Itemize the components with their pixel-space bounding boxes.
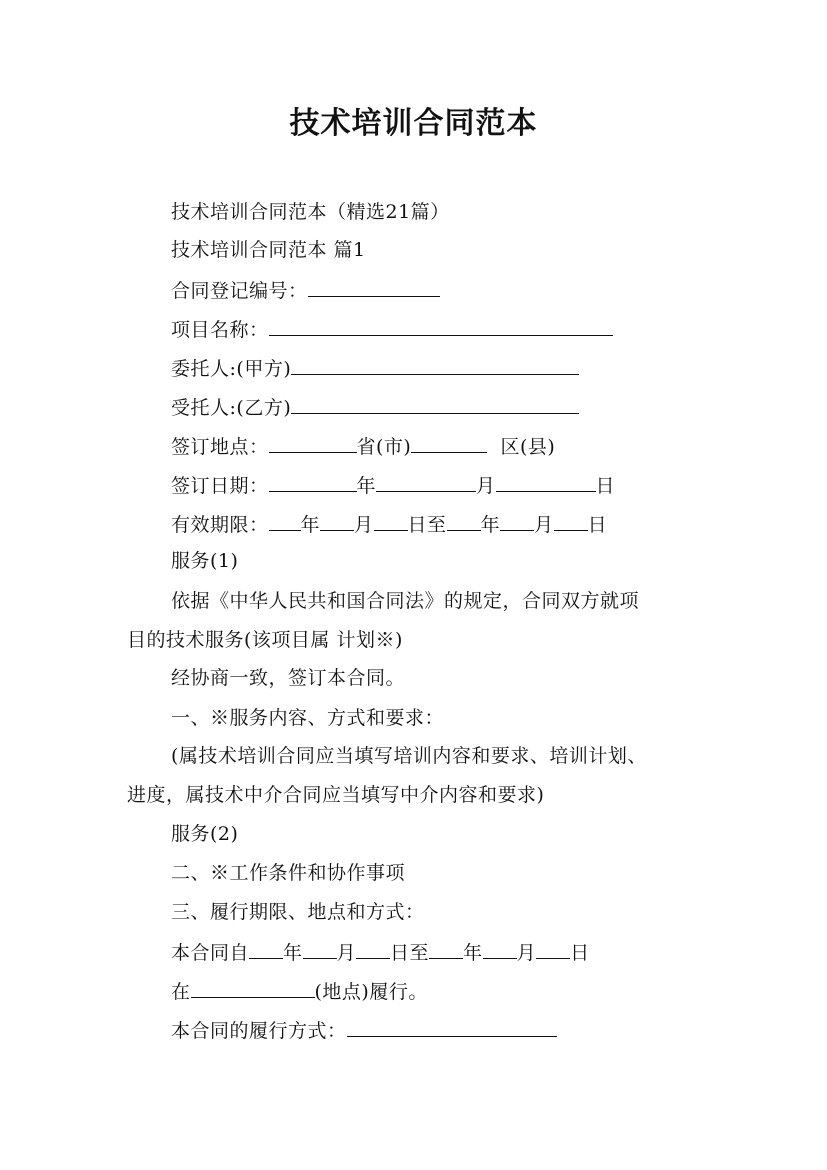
- sign-day-blank: [496, 471, 596, 492]
- district-blank: [411, 432, 487, 453]
- paragraph-line: 进度，属技术中介合同应当填写中介内容和要求): [127, 784, 545, 806]
- signing-place-line: 签订地点： 省(市) 区(县): [127, 432, 771, 460]
- clause-heading-2: 二、※工作条件和协作事项: [171, 862, 406, 884]
- place-blank: [191, 977, 315, 998]
- section-heading: 技术培训合同范本 篇1: [171, 239, 366, 261]
- place-line: 在 (地点)履行。: [127, 977, 771, 1005]
- project-name-line: 项目名称：: [127, 315, 771, 343]
- sign-year-blank: [269, 471, 357, 492]
- document-title: 技术培训合同范本: [289, 106, 538, 141]
- signing-date-line: 签订日期： 年 月 日: [127, 471, 771, 499]
- paragraph-line: (属技术培训合同应当填写培训内容和要求、培训计划、: [171, 745, 647, 767]
- client-line: 委托人:(甲方): [127, 354, 771, 382]
- service-heading-1: 服务(1): [171, 550, 239, 572]
- province-blank: [269, 432, 357, 453]
- method-line: 本合同的履行方式：: [127, 1016, 771, 1044]
- service-heading-2: 服务(2): [171, 823, 239, 845]
- registration-number-blank: [308, 276, 440, 297]
- project-name-blank: [269, 315, 613, 336]
- trustee-line: 受托人:(乙方): [127, 393, 771, 421]
- trustee-blank: [291, 393, 579, 414]
- paragraph-line: 目的技术服务(该项目属 计划※): [127, 629, 403, 651]
- term-line: 本合同自 年 月 日至 年 月 日: [127, 938, 771, 966]
- registration-number-line: 合同登记编号：: [127, 276, 771, 304]
- clause-heading-3: 三、履行期限、地点和方式：: [171, 901, 425, 923]
- paragraph-line: 依据《中华人民共和国合同法》的规定，合同双方就项: [171, 590, 640, 612]
- method-blank: [347, 1016, 557, 1037]
- clause-heading-1: 一、※服务内容、方式和要求：: [171, 707, 445, 729]
- client-blank: [291, 354, 579, 375]
- validity-line: 有效期限： 年 月 日至 年 月 日: [127, 510, 771, 538]
- paragraph-line: 经协商一致，签订本合同。: [171, 667, 406, 689]
- sign-month-blank: [376, 471, 476, 492]
- subtitle-line: 技术培训合同范本（精选21篇）: [171, 201, 450, 223]
